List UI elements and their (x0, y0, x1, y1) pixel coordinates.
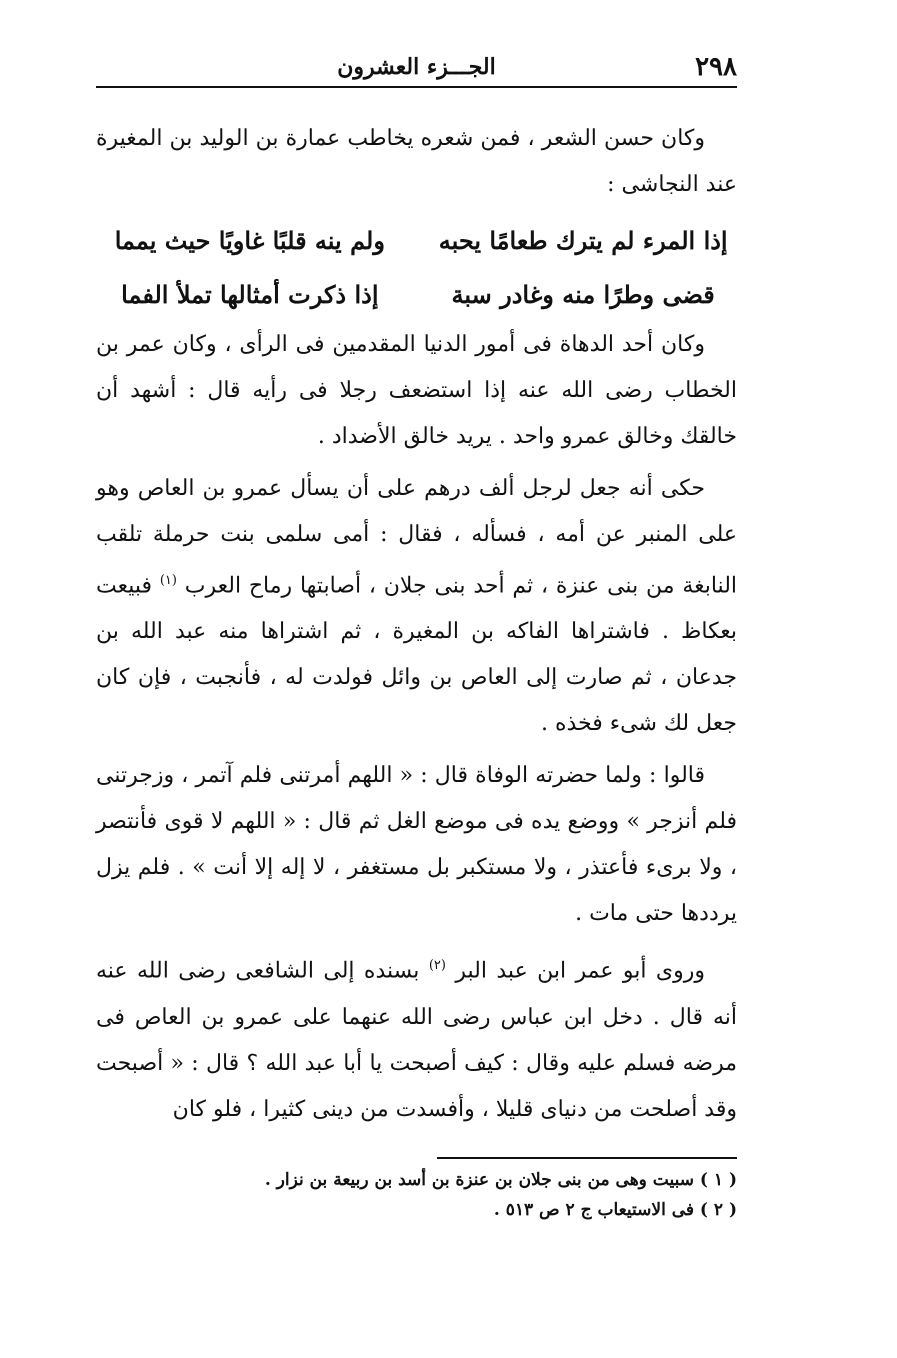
page-header (96, 40, 737, 88)
page-number: ٢٩٨ (695, 52, 737, 82)
paragraph-text: وروى أبو عمر ابن عبد البر (455, 958, 706, 984)
paragraph-text: فبيعت بعكاظ . فاشتراها الفاكه بن المغيرة ، ثم اشتراها منه عبد الله بن جدعان ، ثم صارت إلى العاص بن وائل فولدت له ، فأنجبت ، فإن كان جعل لك شىء فخذه . (96, 573, 737, 737)
running-title: الجـــزء العشرون (337, 54, 496, 80)
footnote: ( ١ ) سبيت وهى من بنى جلان بن عنزة بن أسد بن ربيعة بن نزار . (264, 1169, 737, 1190)
paragraph-text: حكى أنه جعل لرجل ألف درهم على أن يسأل عمرو بن العاص وهو على المنبر عن أمه ، فسأله ، فقال : أمى سلمى بنت حرملة تلقب النابغة من بنى عنزة ، ثم أحد بنى جلان ، أصابتها رماح العرب (96, 476, 738, 599)
footnote: ( ٢ ) فى الاستيعاب ج ٢ ص ٥١٣ . (493, 1199, 737, 1220)
footnote-reference[interactable]: (٢) (428, 958, 446, 974)
paragraph-text: بسنده إلى الشافعى رضى الله عنه أنه قال . دخل ابن عباس رضى الله عنهما على عمرو بن العاص فى مرضه فسلم عليه وقال : كيف أصبحت يا أبا عبد الله ؟ قال : « أصبحت وقد أصلحت من دنياى قليلا ، وأفسدت من دينى كثيرا ، فلو كان (96, 958, 737, 1122)
footnote-reference[interactable]: (١) (159, 573, 177, 588)
paragraph: وكان حسن الشعر ، فمن شعره يخاطب عمارة بن الوليد بن المغيرة عند النجاشى : (96, 126, 737, 197)
verse-hemistich: إذا ذكرت أمثالها تملأ الفما (121, 280, 379, 309)
footnote-divider (437, 1157, 737, 1159)
paragraph: وكان أحد الدهاة فى أمور الدنيا المقدمين فى الرأى ، وكان عمر بن الخطاب رضى الله عنه إذا استضعف رجلا فى رأيه قال : أشهد أن خالقك وخالق عمرو واحد . يريد خالق الأضداد . (96, 332, 737, 449)
paragraph (96, 943, 737, 1132)
verse-hemistich: ولم ينه قلبًا غاويًا حيث يمما (114, 226, 385, 255)
verse-hemistich: إذا المرء لم يترك طعامًا يحبه (438, 226, 728, 255)
footnotes (96, 1165, 737, 1225)
verse-line (96, 214, 737, 268)
paragraph (96, 466, 737, 747)
verse-line (96, 268, 737, 322)
book-page (96, 40, 737, 1225)
verse-hemistich: قضى وطرًا منه وغادر سبة (451, 280, 715, 309)
main-text (96, 116, 737, 1133)
paragraph: قالوا : ولما حضرته الوفاة قال : « اللهم أمرتنى فلم آتمر ، وزجرتنى فلم أنزجر » ووضع يده فى موضع الغل ثم قال : « اللهم لا قوى فأنتصر ، ولا برىء فأعتذر ، ولا مستكبر بل مستغفر ، لا إله إلا أنت » . فلم يزل يرددها حتى مات . (96, 763, 738, 927)
